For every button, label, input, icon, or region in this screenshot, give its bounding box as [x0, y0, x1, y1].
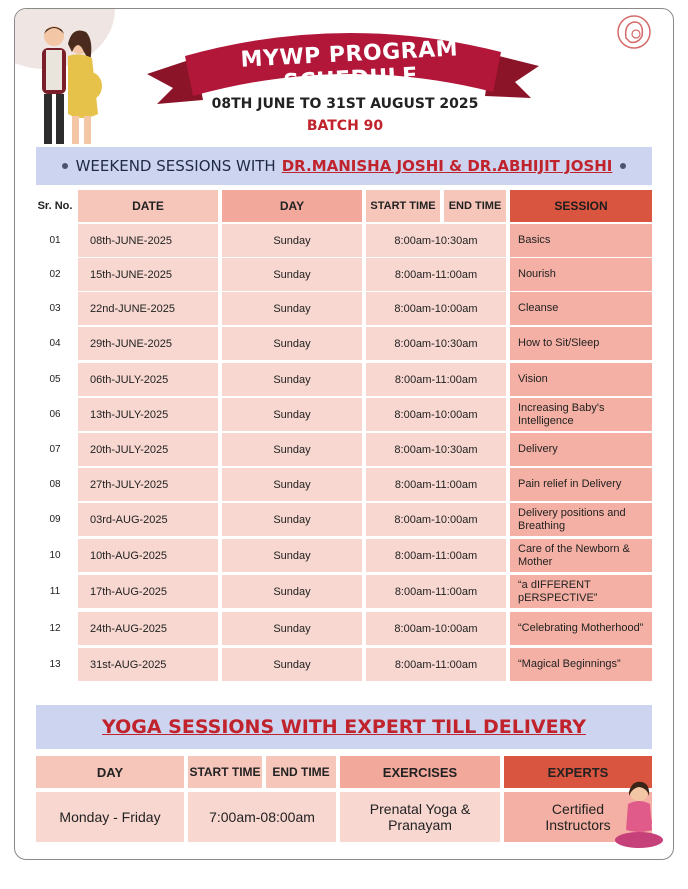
time-cell: 8:00am-10:00am: [366, 398, 506, 431]
day-cell: Sunday: [222, 258, 362, 291]
date-cell: 08th-JUNE-2025: [78, 224, 218, 257]
yoga-header-day: DAY: [36, 756, 184, 788]
day-cell: Sunday: [222, 612, 362, 645]
day-cell: Sunday: [222, 433, 362, 466]
day-cell: Sunday: [222, 398, 362, 431]
yoga-sessions-header: [36, 705, 652, 749]
time-cell: 8:00am-11:00am: [366, 258, 506, 291]
yoga-experts-value: Certified Instructors: [504, 792, 652, 842]
date-cell: 31st-AUG-2025: [78, 648, 218, 681]
date-cell: 13th-JULY-2025: [78, 398, 218, 431]
date-cell: 03rd-AUG-2025: [78, 503, 218, 536]
yoga-exercises-value: Prenatal Yoga & Pranayam: [340, 792, 500, 842]
yoga-header-end-time: END TIME: [266, 756, 336, 788]
day-cell: Sunday: [222, 503, 362, 536]
day-cell: Sunday: [222, 468, 362, 501]
table-row: [36, 468, 652, 501]
sr-no-cell: 12: [49, 623, 61, 634]
date-cell: 20th-JULY-2025: [78, 433, 218, 466]
date-cell: 22nd-JUNE-2025: [78, 292, 218, 325]
time-cell: 8:00am-11:00am: [366, 468, 506, 501]
bullet-icon: [620, 163, 626, 169]
yoga-header-exercises: EXERCISES: [340, 756, 500, 788]
table-row: [36, 648, 652, 681]
table-row: [36, 433, 652, 466]
sr-no-cell: 01: [49, 235, 61, 246]
sr-no-cell: 08: [49, 479, 61, 490]
time-cell: 8:00am-10:30am: [366, 433, 506, 466]
sr-no-cell: 13: [49, 659, 61, 670]
sr-no-cell: 10: [49, 550, 61, 561]
yoga-title: YOGA SESSIONS WITH EXPERT TILL DELIVERY: [102, 716, 586, 738]
header-start-time: START TIME: [366, 190, 440, 222]
time-cell: 8:00am-10:00am: [366, 612, 506, 645]
time-cell: 8:00am-11:00am: [366, 539, 506, 572]
session-cell: “Celebrating Motherhood”: [510, 612, 652, 645]
header-sr-no: Sr. No.: [36, 190, 74, 222]
table-row: [36, 539, 652, 572]
session-cell: Care of the Newborn & Mother: [510, 539, 652, 572]
day-cell: Sunday: [222, 363, 362, 396]
sr-no-cell: 05: [49, 374, 61, 385]
session-cell: Delivery positions and Breathing: [510, 503, 652, 536]
doctors-names: DR.MANISHA JOSHI & DR.ABHIJIT JOSHI: [281, 157, 613, 175]
table-header-row: [36, 190, 652, 222]
date-cell: 27th-JULY-2025: [78, 468, 218, 501]
table-row: [36, 363, 652, 396]
day-cell: Sunday: [222, 575, 362, 608]
header-day: DAY: [222, 190, 362, 222]
sr-no-cell: 03: [49, 303, 61, 314]
batch-label: BATCH 90: [306, 118, 384, 134]
date-cell: 24th-AUG-2025: [78, 612, 218, 645]
session-cell: Delivery: [510, 433, 652, 466]
date-cell: 17th-AUG-2025: [78, 575, 218, 608]
session-cell: Nourish: [510, 258, 652, 291]
date-cell: 15th-JUNE-2025: [78, 258, 218, 291]
time-cell: 8:00am-10:30am: [366, 224, 506, 257]
sr-no-cell: 02: [49, 269, 61, 280]
session-cell: Cleanse: [510, 292, 652, 325]
table-row: [36, 327, 652, 360]
time-cell: 8:00am-10:00am: [366, 503, 506, 536]
day-cell: Sunday: [222, 539, 362, 572]
session-cell: Pain relief in Delivery: [510, 468, 652, 501]
sr-no-cell: 04: [49, 338, 61, 349]
day-cell: Sunday: [222, 327, 362, 360]
yoga-day-value: Monday - Friday: [36, 792, 184, 842]
table-row: [36, 224, 652, 257]
time-cell: 8:00am-11:00am: [366, 648, 506, 681]
header-date: DATE: [78, 190, 218, 222]
yoga-header-experts: EXPERTS: [504, 756, 652, 788]
time-cell: 8:00am-11:00am: [366, 363, 506, 396]
session-cell: Basics: [510, 224, 652, 257]
table-row: [36, 612, 652, 645]
day-cell: Sunday: [222, 292, 362, 325]
time-cell: 8:00am-10:00am: [366, 292, 506, 325]
sr-no-cell: 06: [49, 409, 61, 420]
table-row: [36, 503, 652, 536]
program-title: MYWP PROGRAM SCHEDULE: [240, 36, 459, 96]
yoga-time-value: 7:00am-08:00am: [188, 792, 336, 842]
weekend-prefix: WEEKEND SESSIONS WITH: [75, 157, 276, 175]
yoga-header-start-time: START TIME: [188, 756, 262, 788]
mother-baby-logo-icon: [612, 10, 656, 54]
table-row: [36, 258, 652, 291]
session-cell: “a dIFFERENT pERSPECTIVE”: [510, 575, 652, 608]
sr-no-cell: 09: [49, 514, 61, 525]
program-date-range: 08TH JUNE TO 31ST AUGUST 2025: [211, 96, 479, 112]
table-row: [36, 292, 652, 325]
bullet-icon: [62, 163, 68, 169]
day-cell: Sunday: [222, 648, 362, 681]
day-cell: Sunday: [222, 224, 362, 257]
header-end-time: END TIME: [444, 190, 506, 222]
time-cell: 8:00am-11:00am: [366, 575, 506, 608]
header-session: SESSION: [510, 190, 652, 222]
session-cell: How to Sit/Sleep: [510, 327, 652, 360]
meditating-mother-icon: [612, 778, 666, 850]
session-cell: Increasing Baby's Intelligence: [510, 398, 652, 431]
date-cell: 29th-JUNE-2025: [78, 327, 218, 360]
time-cell: 8:00am-10:30am: [366, 327, 506, 360]
yoga-table: [36, 756, 652, 844]
session-cell: “Magical Beginnings”: [510, 648, 652, 681]
sr-no-cell: 07: [49, 444, 61, 455]
table-row: [36, 575, 652, 608]
weekend-sessions-header: [36, 147, 652, 185]
table-row: [36, 398, 652, 431]
sr-no-cell: 11: [49, 586, 61, 597]
couple-illustration-icon: [28, 22, 108, 152]
date-cell: 06th-JULY-2025: [78, 363, 218, 396]
date-cell: 10th-AUG-2025: [78, 539, 218, 572]
session-cell: Vision: [510, 363, 652, 396]
